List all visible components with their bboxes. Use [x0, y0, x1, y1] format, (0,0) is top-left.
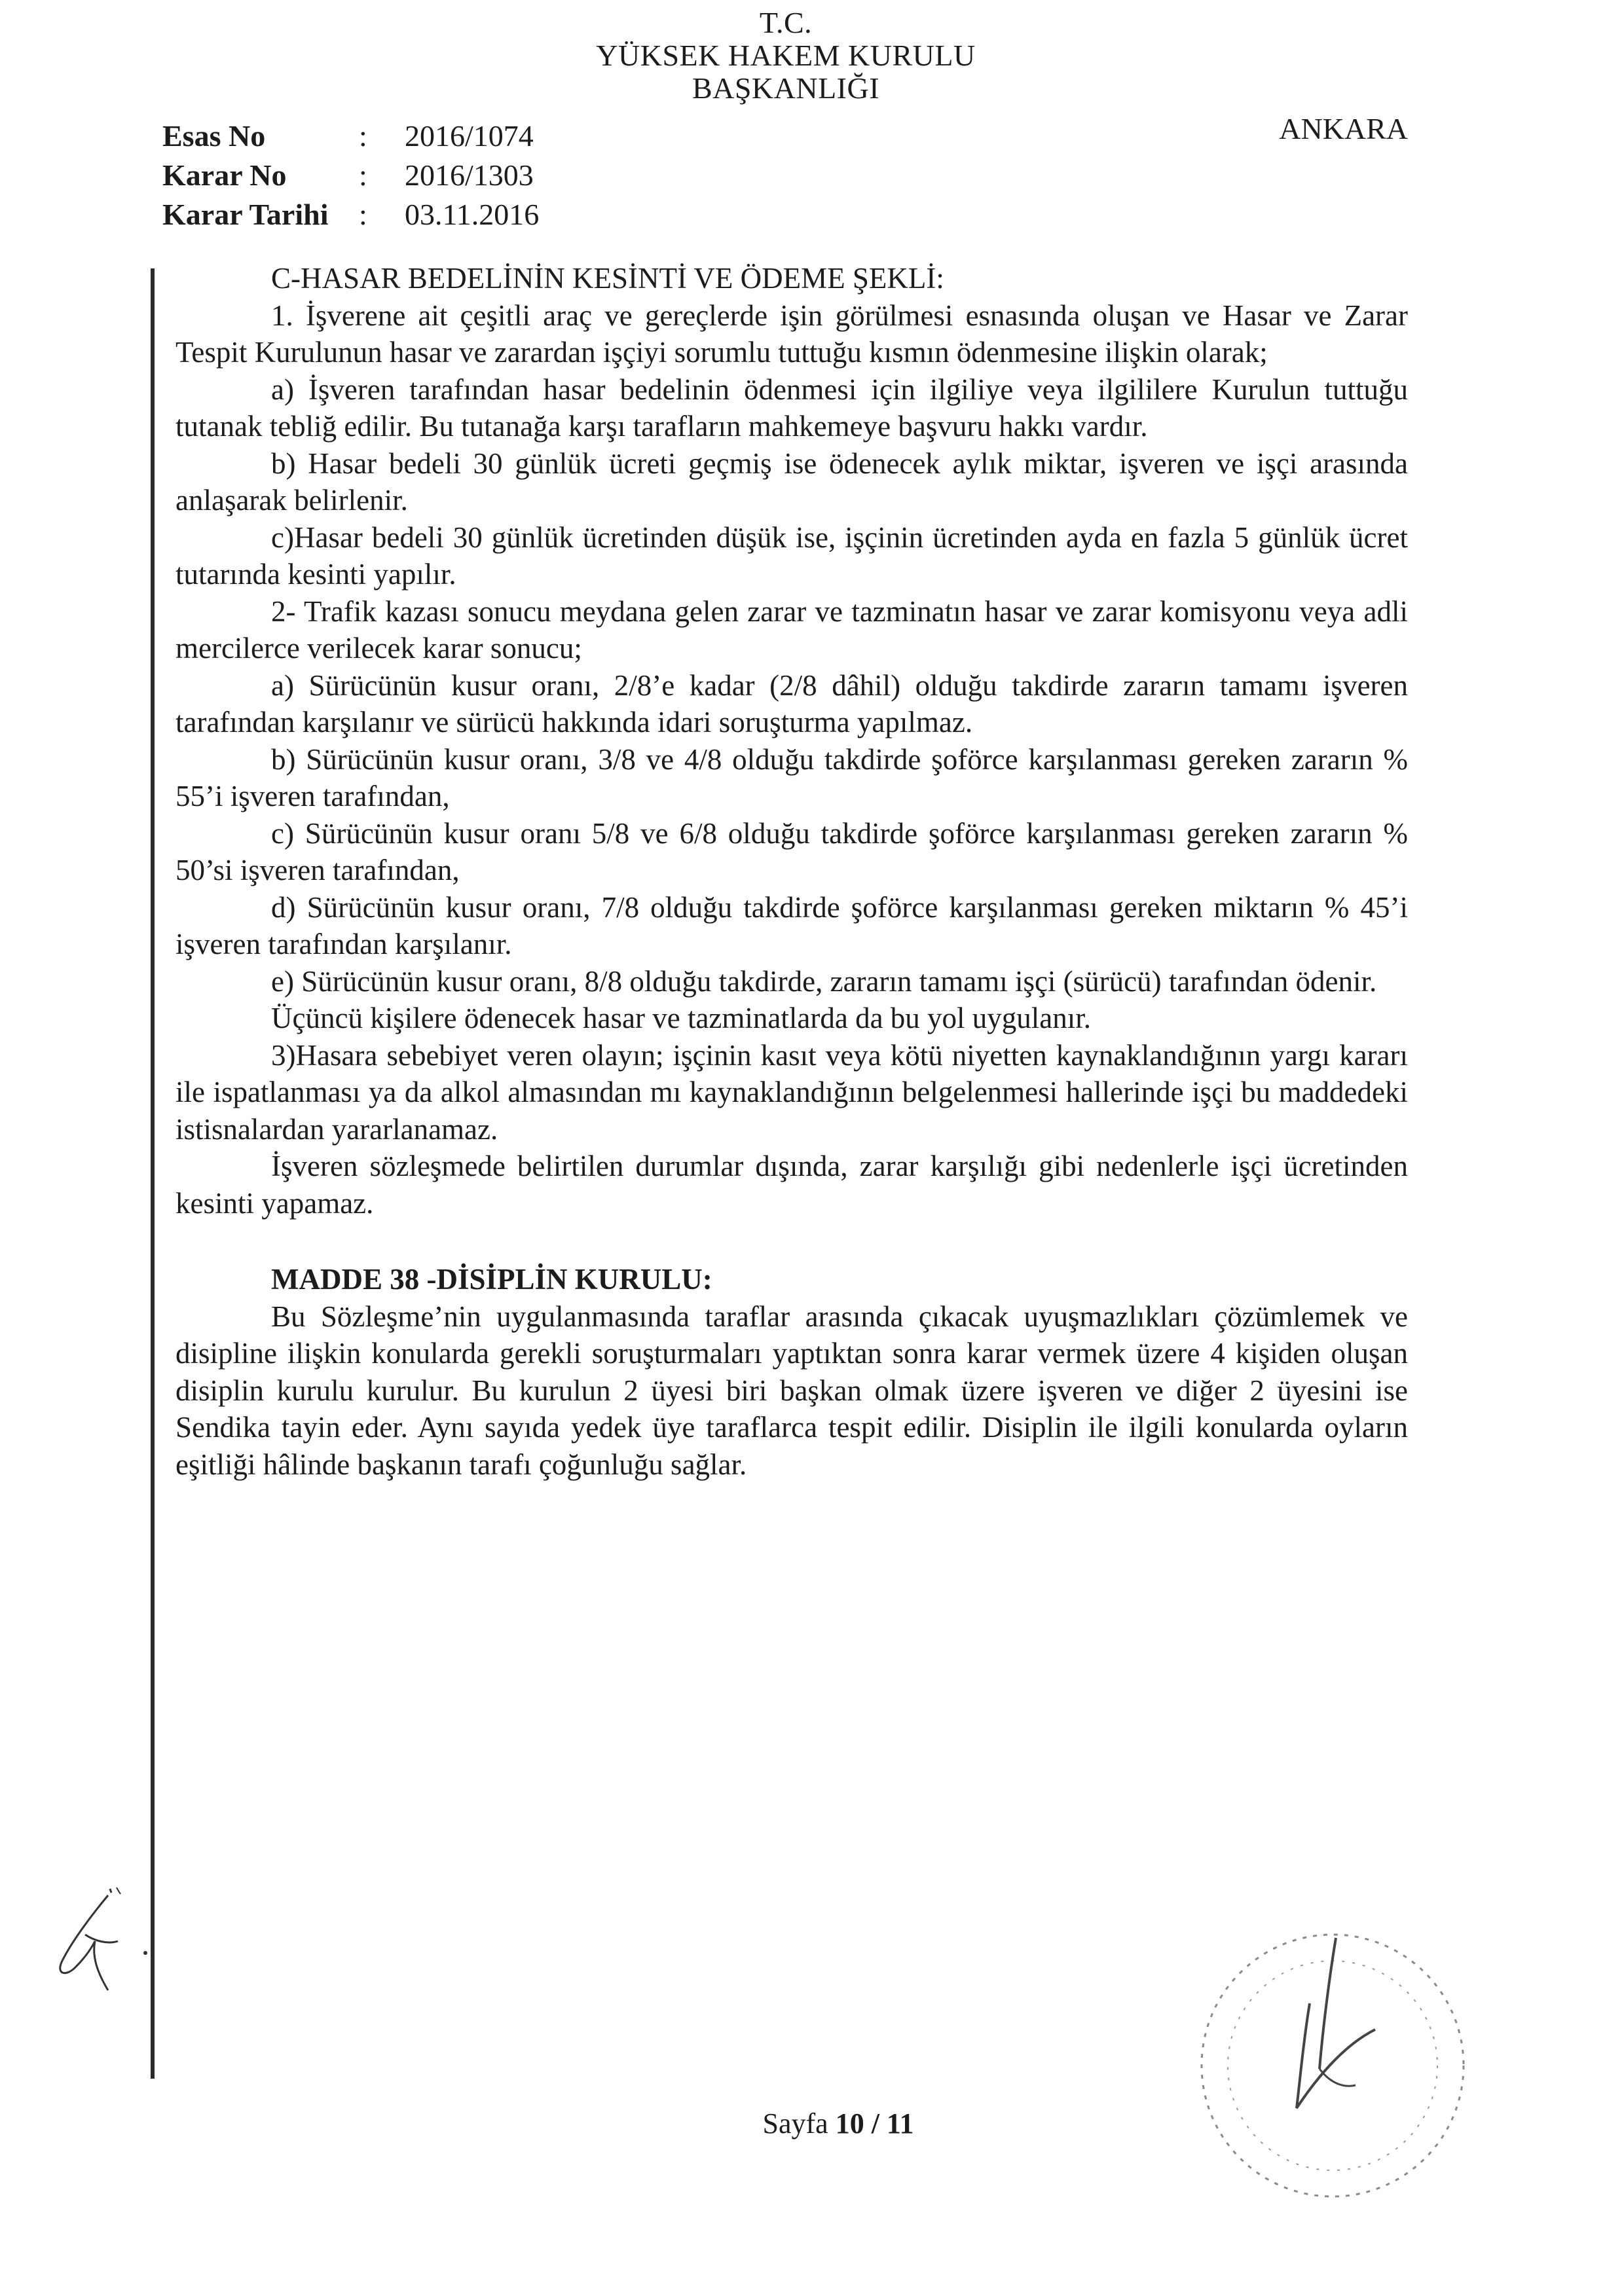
signature-left [46, 1869, 151, 2000]
meta-label: Karar Tarihi [162, 198, 329, 231]
meta-label: Karar No [162, 158, 287, 192]
meta-colon: : [359, 119, 367, 153]
page-label: Sayfa [762, 2107, 836, 2140]
paragraph: b) Sürücünün kusur oranı, 3/8 ve 4/8 olduğu takdirde şoförce karşılanması gereken zararın % 55’i işveren tarafından, [175, 742, 1408, 812]
meta-value: 2016/1303 [405, 158, 534, 192]
paragraph: Üçüncü kişilere ödenecek hasar ve tazminatlarda da bu yol uygulanır. [271, 1002, 1092, 1034]
header-tc: T.C. [759, 6, 813, 39]
paragraph: Bu Sözleşme’nin uygulanmasında taraflar arasında çıkacak uyuşmazlıkları çözümlemek ve disipline ilişkin konularda gerekli soruşturmaları yaptıktan sonra karar vermek üzere 4 kişiden oluşan disiplin kurulu kurulur. Bu kurulun 2 üyesi biri başkan olmak üzere işveren ve diğer 2 üyesini ise Sendika tayin eder. Aynı sayıda yedek üye taraflarca tespit edilir. Disiplin ile ilgili konularda oyların eşitliği hâlinde başkanın tarafı çoğunluğu sağlar. [175, 1300, 1408, 1481]
meta-row-tarih [162, 195, 539, 234]
page-number: 10 / 11 [835, 2107, 914, 2140]
paragraph: d) Sürücünün kusur oranı, 7/8 olduğu takdirde şoförce karşılanması gereken miktarın % 45’i işveren tarafından karşılanır. [175, 890, 1408, 960]
header-department: BAŞKANLIĞI [692, 71, 880, 105]
meta-label: Esas No [162, 119, 266, 153]
city-label: ANKARA [1279, 112, 1408, 145]
case-meta [162, 117, 539, 234]
header-institution: YÜKSEK HAKEM KURULU [596, 39, 976, 72]
paragraph: e) Sürücünün kusur oranı, 8/8 olduğu takdirde, zararın tamamı işçi (sürücü) tarafından ödenir. [271, 964, 1377, 998]
article-heading: MADDE 38 -DİSİPLİN KURULU: [271, 1263, 712, 1296]
paragraph: a) Sürücünün kusur oranı, 2/8’e kadar (2/8 dâhil) olduğu takdirde zararın tamamı işveren tarafından karşılanır ve sürücü hakkında idari soruşturma yapılmaz. [175, 668, 1408, 738]
document-header [0, 7, 1572, 105]
paragraph: 3)Hasara sebebiyet veren olayın; işçinin kasıt veya kötü niyetten kaynaklandığının yargı kararı ile ispatlanması ya da alkol almasından mı kaynaklandığının belgelenmesi hallerinde işçi bu maddedeki istisnalardan yararlanamaz. [175, 1038, 1408, 1146]
paragraph: 1. İşverene ait çeşitli araç ve gereçlerde işin görülmesi esnasında oluşan ve Hasar ve Zarar Tespit Kurulunun hasar ve zarardan işçiyi sorumlu tuttuğu kısmın ödenmesine ilişkin olarak; [175, 299, 1408, 369]
page-footer [0, 2107, 1624, 2140]
meta-colon: : [359, 198, 367, 231]
paragraph: b) Hasar bedeli 30 günlük ücreti geçmiş ise ödenecek aylık miktar, işveren ve işçi arasında anlaşarak belirlenir. [175, 446, 1408, 517]
meta-value: 2016/1074 [405, 119, 534, 153]
section-heading: C-HASAR BEDELİNİN KESİNTİ VE ÖDEME ŞEKLİ: [271, 262, 944, 295]
paragraph: c) Sürücünün kusur oranı 5/8 ve 6/8 olduğu takdirde şoförce karşılanması gereken zararın % 50’si işveren tarafından, [175, 816, 1408, 886]
official-stamp-and-signature [1179, 1912, 1486, 2219]
paragraph: İşveren sözleşmede belirtilen durumlar dışında, zarar karşılığı gibi nedenlerle işçi ücretinden kesinti yapamaz. [175, 1150, 1408, 1220]
meta-colon: : [359, 158, 367, 192]
paragraph: a) İşveren tarafından hasar bedelinin ödenmesi için ilgiliye veya ilgililere Kurulun tuttuğu tutanak tebliğ edilir. Bu tutanağa karşı tarafların mahkemeye başvuru hakkı vardır. [175, 373, 1408, 443]
paragraph: c)Hasar bedeli 30 günlük ücretinden düşük ise, işçinin ücretinden ayda en fazla 5 günlük ücret tutarında kesinti yapılır. [175, 520, 1408, 591]
meta-row-karar [162, 156, 539, 195]
meta-value: 03.11.2016 [405, 198, 540, 231]
margin-bar [151, 268, 155, 2079]
paragraph: 2- Trafik kazası sonucu meydana gelen zarar ve tazminatın hasar ve zarar komisyonu veya adli mercilerce verilecek karar sonucu; [175, 594, 1408, 665]
document-body [175, 260, 1408, 1483]
meta-row-esas [162, 117, 539, 156]
